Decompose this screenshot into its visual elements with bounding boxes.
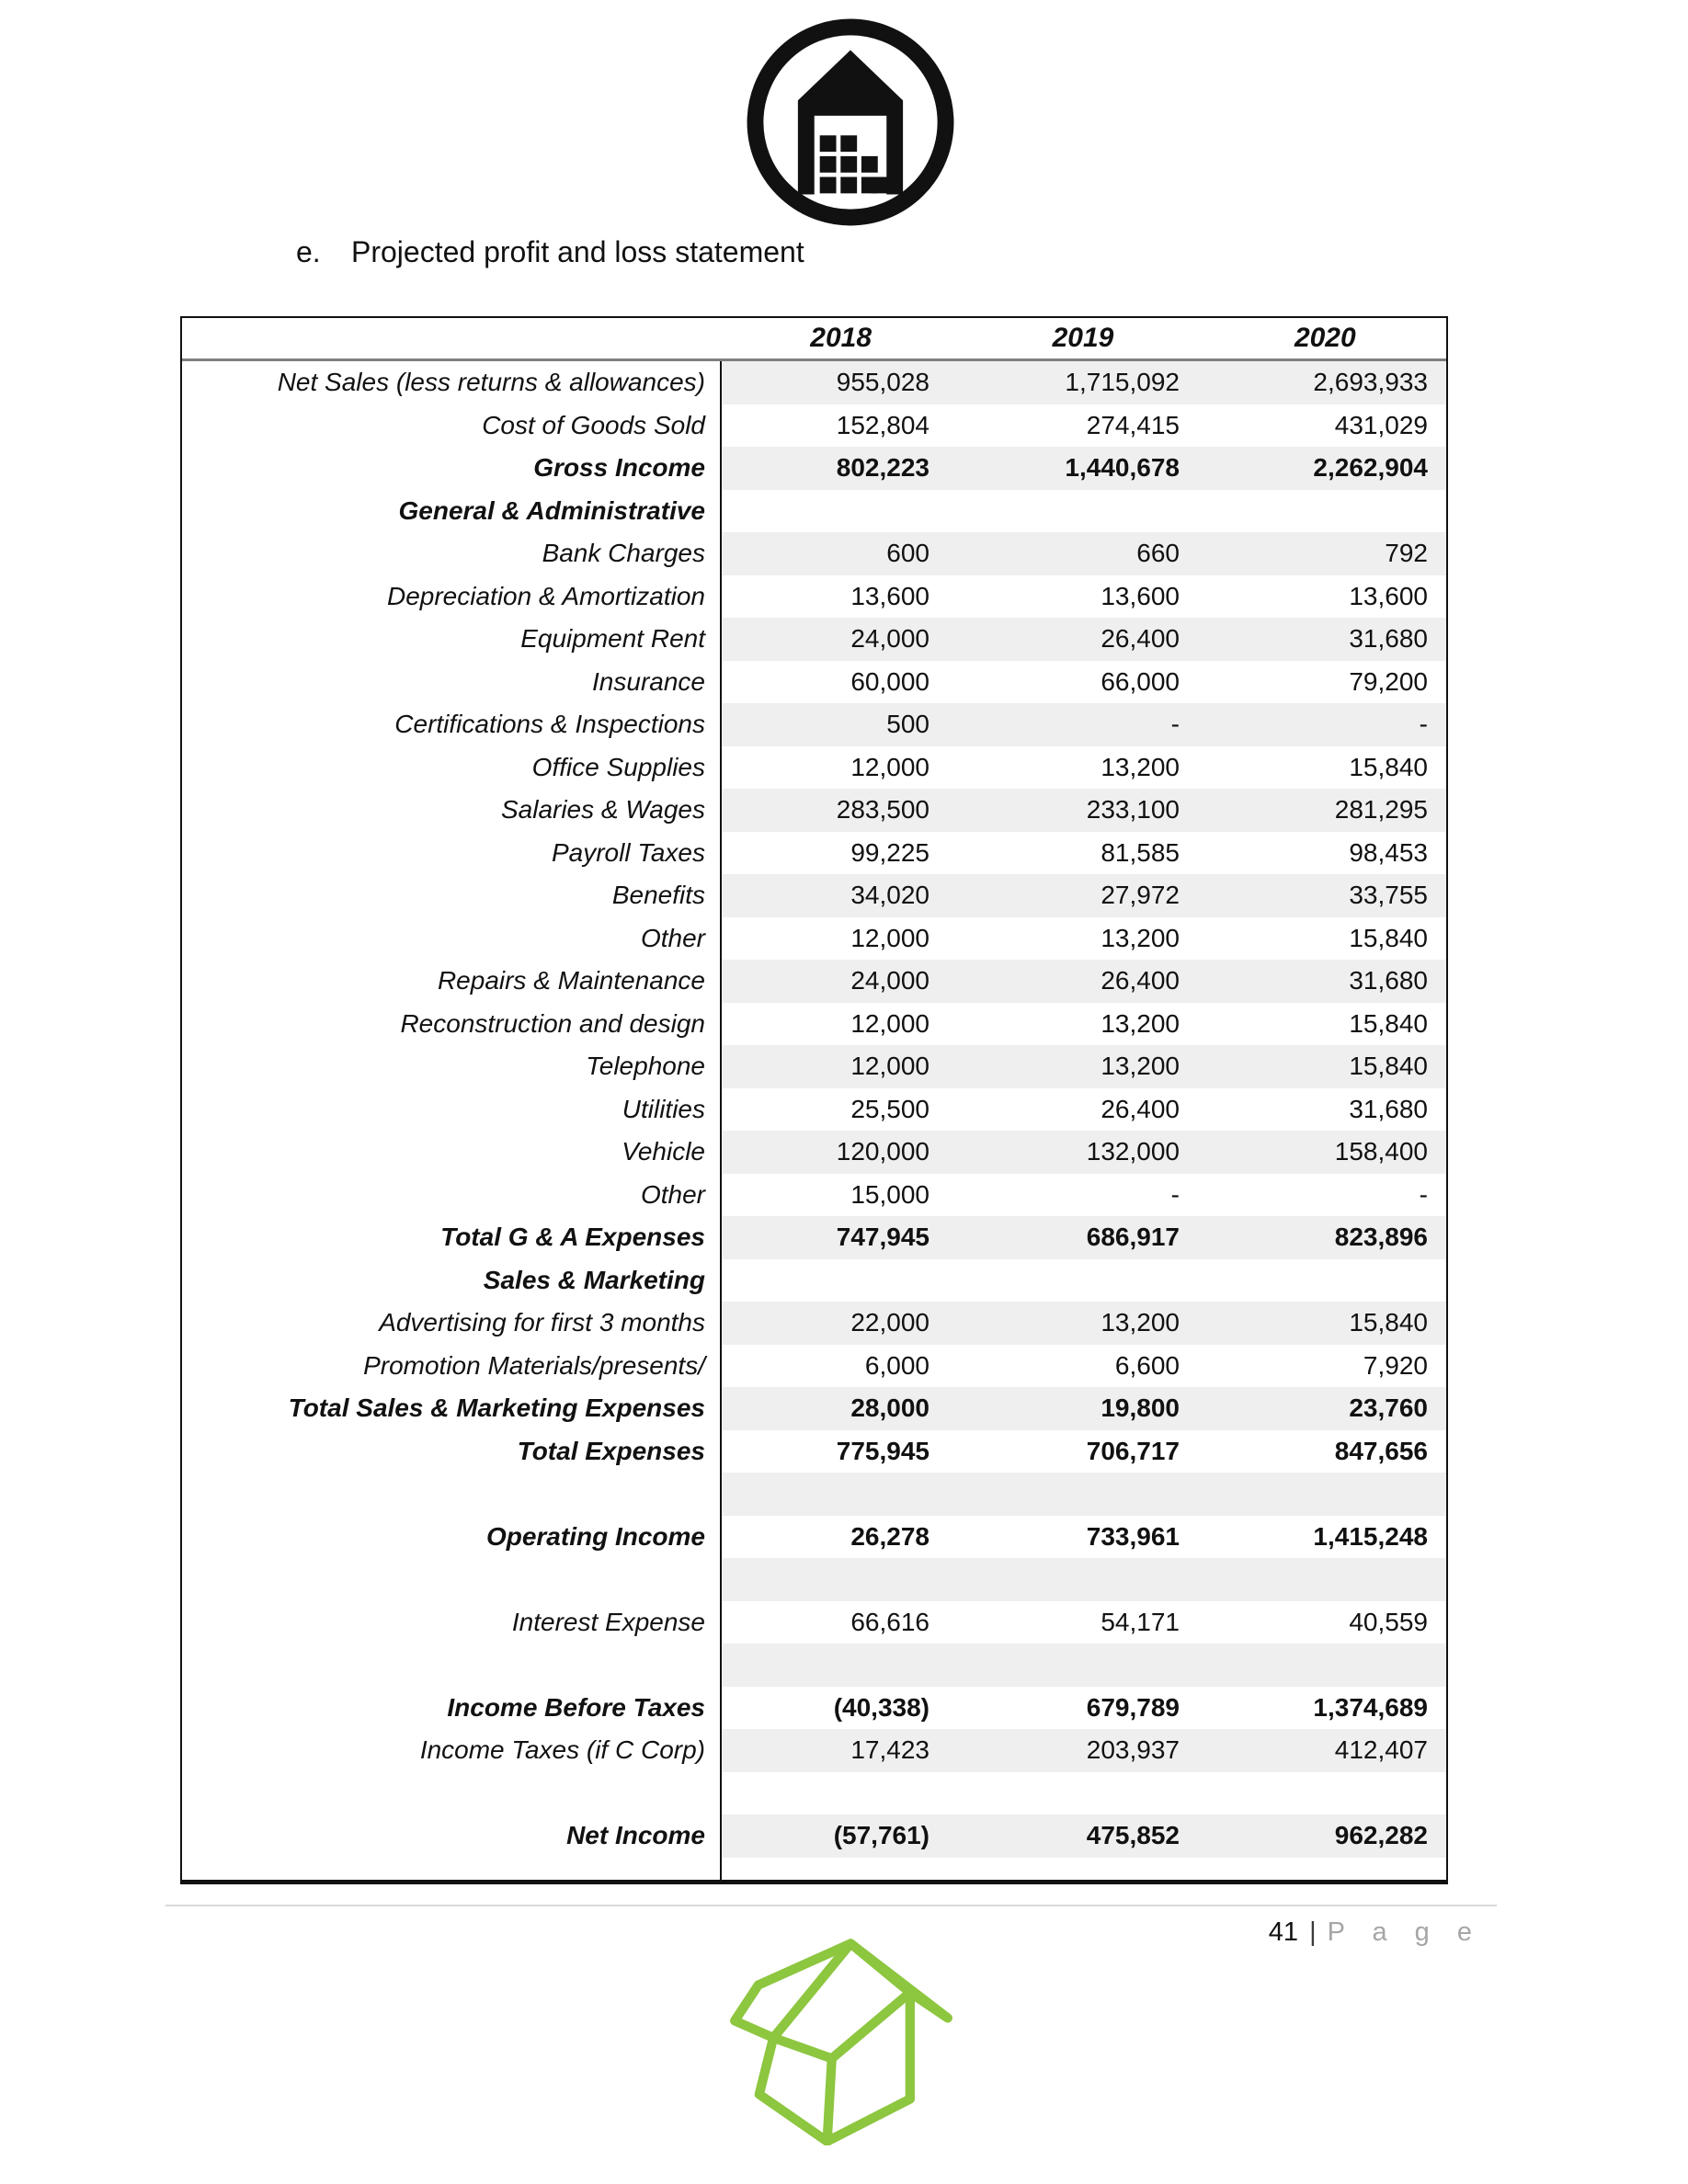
- row-value: 40,559: [1349, 1607, 1428, 1636]
- row-value: 962,282: [1218, 1814, 1446, 1858]
- row-value: -: [1170, 1179, 1180, 1209]
- row-value: 132,000: [970, 1131, 1218, 1174]
- row-label: Net Income: [566, 1821, 705, 1850]
- row-label: Other: [640, 923, 705, 952]
- row-value: [1218, 1558, 1446, 1601]
- row-value: [1218, 1644, 1446, 1687]
- row-value: 60,000: [850, 666, 930, 696]
- row-value: 431,029: [1334, 410, 1428, 439]
- row-value: 660: [970, 532, 1218, 575]
- profit-loss-table: [180, 316, 1448, 1884]
- row-value: 792: [1218, 532, 1446, 575]
- table-row: [182, 746, 1446, 790]
- table-row: [182, 960, 1446, 1003]
- row-value: 203,937: [970, 1729, 1218, 1772]
- table-row: [182, 1131, 1446, 1174]
- row-value: 847,656: [1334, 1436, 1428, 1465]
- row-value: 15,840: [1349, 752, 1428, 781]
- row-value: [1218, 1473, 1446, 1516]
- row-value: 274,415: [1086, 410, 1180, 439]
- row-label: Other: [640, 1179, 705, 1209]
- row-value: 26,278: [850, 1521, 930, 1551]
- row-label: Gross Income: [533, 453, 705, 483]
- row-value: 158,400: [1218, 1131, 1446, 1174]
- table-row: [182, 1601, 1446, 1644]
- row-value: 15,840: [1349, 923, 1428, 952]
- row-label: Cost of Goods Sold: [482, 410, 705, 439]
- row-value: (40,338): [833, 1692, 930, 1722]
- row-value: -: [1218, 703, 1446, 746]
- row-label: Reconstruction and design: [400, 1008, 705, 1038]
- row-value: 120,000: [720, 1131, 970, 1174]
- table-row: [182, 1003, 1446, 1046]
- row-value: 15,840: [1218, 1302, 1446, 1345]
- row-value: 54,171: [1101, 1607, 1180, 1636]
- row-label: Income Taxes (if C Corp): [419, 1735, 705, 1765]
- column-divider-line: [720, 361, 722, 1880]
- row-value: 747,945: [720, 1216, 970, 1259]
- row-value: 13,600: [1101, 581, 1180, 610]
- warehouse-logo-icon: [741, 13, 960, 232]
- row-value: 6,600: [1114, 1350, 1180, 1380]
- year-column-header: 2018: [810, 323, 873, 353]
- table-row: [182, 404, 1446, 448]
- row-value: 775,945: [836, 1436, 930, 1465]
- row-value: 26,400: [970, 618, 1218, 661]
- row-label: Operating Income: [485, 1521, 705, 1551]
- row-label: Equipment Rent: [520, 624, 705, 654]
- row-value: 15,000: [850, 1179, 930, 1209]
- row-value: [970, 1558, 1218, 1601]
- row-label: Promotion Materials/presents/: [363, 1350, 705, 1380]
- row-label: [182, 1772, 720, 1815]
- row-label: Office Supplies: [531, 752, 705, 781]
- table-row: [182, 532, 1446, 575]
- row-value: 25,500: [850, 1094, 930, 1123]
- year-column-header: 2020: [1294, 323, 1356, 353]
- table-bottom-padding: [182, 1858, 1446, 1880]
- row-value: 81,585: [1101, 837, 1180, 867]
- row-value: 26,400: [970, 960, 1218, 1003]
- footer-divider: [165, 1905, 1497, 1906]
- row-value: [720, 490, 970, 533]
- table-row: [182, 1687, 1446, 1730]
- row-value: 23,760: [1218, 1387, 1446, 1430]
- row-value: (57,761): [720, 1814, 970, 1858]
- table-rows: [182, 361, 1446, 1880]
- row-label: Benefits: [611, 881, 705, 910]
- table-row: [182, 1516, 1446, 1559]
- row-value: 802,223: [720, 447, 970, 490]
- row-label: Advertising for first 3 months: [379, 1308, 705, 1337]
- row-value: [970, 1473, 1218, 1516]
- row-label: Total Expenses: [517, 1436, 705, 1465]
- row-label: Sales & Marketing: [483, 1265, 705, 1294]
- page-number-value: 41: [1268, 1917, 1299, 1947]
- row-value: 686,917: [970, 1216, 1218, 1259]
- row-value: 679,789: [1086, 1692, 1180, 1722]
- row-value: 24,000: [720, 960, 970, 1003]
- row-label: Insurance: [592, 666, 705, 696]
- row-value: 22,000: [720, 1302, 970, 1345]
- table-row: [182, 1430, 1446, 1473]
- row-value: [720, 1259, 970, 1302]
- row-value: 233,100: [970, 789, 1218, 832]
- table-row: [182, 661, 1446, 704]
- row-value: 12,000: [850, 752, 930, 781]
- row-label: Net Sales (less returns & allowances): [277, 368, 705, 397]
- row-value: 13,200: [1101, 1008, 1180, 1038]
- table-row: [182, 1558, 1446, 1601]
- row-value: 600: [720, 532, 970, 575]
- row-value: 66,000: [1101, 666, 1180, 696]
- row-value: 955,028: [720, 361, 970, 404]
- row-value: 27,972: [970, 874, 1218, 917]
- row-value: 733,961: [1086, 1521, 1180, 1551]
- row-label: Depreciation & Amortization: [386, 581, 705, 610]
- table-row: [182, 1302, 1446, 1345]
- row-value: [970, 1644, 1218, 1687]
- row-value: 12,000: [720, 1045, 970, 1088]
- row-value: 34,020: [720, 874, 970, 917]
- table-row: [182, 361, 1446, 404]
- row-value: 12,000: [850, 1008, 930, 1038]
- row-value: [1218, 1259, 1446, 1302]
- row-value: 99,225: [850, 837, 930, 867]
- page-title: [296, 235, 804, 269]
- table-row: [182, 1345, 1446, 1388]
- row-value: 12,000: [850, 923, 930, 952]
- table-row: [182, 1772, 1446, 1815]
- table-row: [182, 874, 1446, 917]
- row-value: 15,840: [1218, 1045, 1446, 1088]
- row-value: -: [970, 703, 1218, 746]
- row-value: 412,407: [1218, 1729, 1446, 1772]
- row-value: 31,680: [1218, 960, 1446, 1003]
- open-box-logo-icon: [728, 1936, 954, 2145]
- table-row: [182, 1387, 1446, 1430]
- row-label: [182, 1473, 720, 1516]
- row-value: [1218, 1772, 1446, 1815]
- row-label: Certifications & Inspections: [394, 710, 705, 739]
- table-row: [182, 1045, 1446, 1088]
- table-row: [182, 1473, 1446, 1516]
- page-number-separator: |: [1309, 1917, 1317, 1947]
- row-value: [970, 1259, 1218, 1302]
- row-value: 6,000: [864, 1350, 930, 1380]
- row-value: 1,374,689: [1313, 1692, 1428, 1722]
- table-header-row: [182, 318, 1446, 361]
- row-value: 13,200: [1101, 752, 1180, 781]
- row-value: 500: [720, 703, 970, 746]
- row-value: 66,616: [850, 1607, 930, 1636]
- row-value: 152,804: [836, 410, 930, 439]
- row-label: Telephone: [586, 1052, 705, 1081]
- row-value: 31,680: [1349, 1094, 1428, 1123]
- row-value: 1,715,092: [970, 361, 1218, 404]
- table-row: [182, 789, 1446, 832]
- row-value: 13,200: [1101, 923, 1180, 952]
- row-value: 28,000: [720, 1387, 970, 1430]
- row-value: [970, 1772, 1218, 1815]
- table-row: [182, 1259, 1446, 1302]
- row-value: 79,200: [1349, 666, 1428, 696]
- row-value: 26,400: [1101, 1094, 1180, 1123]
- table-row: [182, 490, 1446, 533]
- table-row: [182, 1216, 1446, 1259]
- table-row: [182, 1088, 1446, 1132]
- heading-index: e.: [296, 235, 321, 268]
- row-value: [720, 1558, 970, 1601]
- row-value: 17,423: [720, 1729, 970, 1772]
- row-value: 281,295: [1218, 789, 1446, 832]
- row-value: 706,717: [1086, 1436, 1180, 1465]
- table-row: [182, 1729, 1446, 1772]
- row-label: Interest Expense: [511, 1607, 705, 1636]
- row-value: 13,600: [1349, 581, 1428, 610]
- row-value: 283,500: [720, 789, 970, 832]
- table-row: [182, 1644, 1446, 1687]
- row-value: 1,415,248: [1313, 1521, 1428, 1551]
- row-label: Utilities: [622, 1094, 705, 1123]
- row-label: Bank Charges: [542, 539, 705, 568]
- row-value: 31,680: [1218, 618, 1446, 661]
- table-row: [182, 832, 1446, 875]
- row-label: Total Sales & Marketing Expenses: [288, 1393, 705, 1423]
- table-row: [182, 1174, 1446, 1217]
- row-label: Income Before Taxes: [447, 1692, 705, 1722]
- row-value: 33,755: [1218, 874, 1446, 917]
- row-value: -: [1419, 1179, 1428, 1209]
- table-row: [182, 447, 1446, 490]
- row-value: 2,693,933: [1218, 361, 1446, 404]
- row-label: Payroll Taxes: [551, 837, 705, 867]
- row-value: 2,262,904: [1218, 447, 1446, 490]
- row-value: 7,920: [1363, 1350, 1428, 1380]
- table-row: [182, 917, 1446, 961]
- row-label: [182, 1644, 720, 1687]
- row-value: [720, 1772, 970, 1815]
- row-value: [720, 1473, 970, 1516]
- heading-text: Projected profit and loss statement: [351, 235, 804, 268]
- row-label: Vehicle: [622, 1137, 705, 1166]
- row-value: 24,000: [720, 618, 970, 661]
- row-value: 1,440,678: [970, 447, 1218, 490]
- row-value: 13,200: [970, 1302, 1218, 1345]
- row-value: [720, 1644, 970, 1687]
- year-column-header: 2019: [1052, 323, 1114, 353]
- row-value: 98,453: [1349, 837, 1428, 867]
- row-value: 15,840: [1349, 1008, 1428, 1038]
- row-value: 823,896: [1218, 1216, 1446, 1259]
- page-word: P a g e: [1327, 1917, 1482, 1947]
- table-row: [182, 703, 1446, 746]
- row-value: [970, 490, 1218, 533]
- row-label: Total G & A Expenses: [440, 1223, 705, 1252]
- row-value: 475,852: [970, 1814, 1218, 1858]
- row-label: Salaries & Wages: [500, 795, 705, 825]
- row-label: General & Administrative: [398, 495, 705, 525]
- row-value: 19,800: [970, 1387, 1218, 1430]
- row-label: Repairs & Maintenance: [437, 966, 705, 995]
- row-value: 13,200: [970, 1045, 1218, 1088]
- table-row: [182, 618, 1446, 661]
- row-value: 13,600: [850, 581, 930, 610]
- row-label: [182, 1558, 720, 1601]
- table-row: [182, 575, 1446, 619]
- row-value: [1218, 490, 1446, 533]
- table-row: [182, 1814, 1446, 1858]
